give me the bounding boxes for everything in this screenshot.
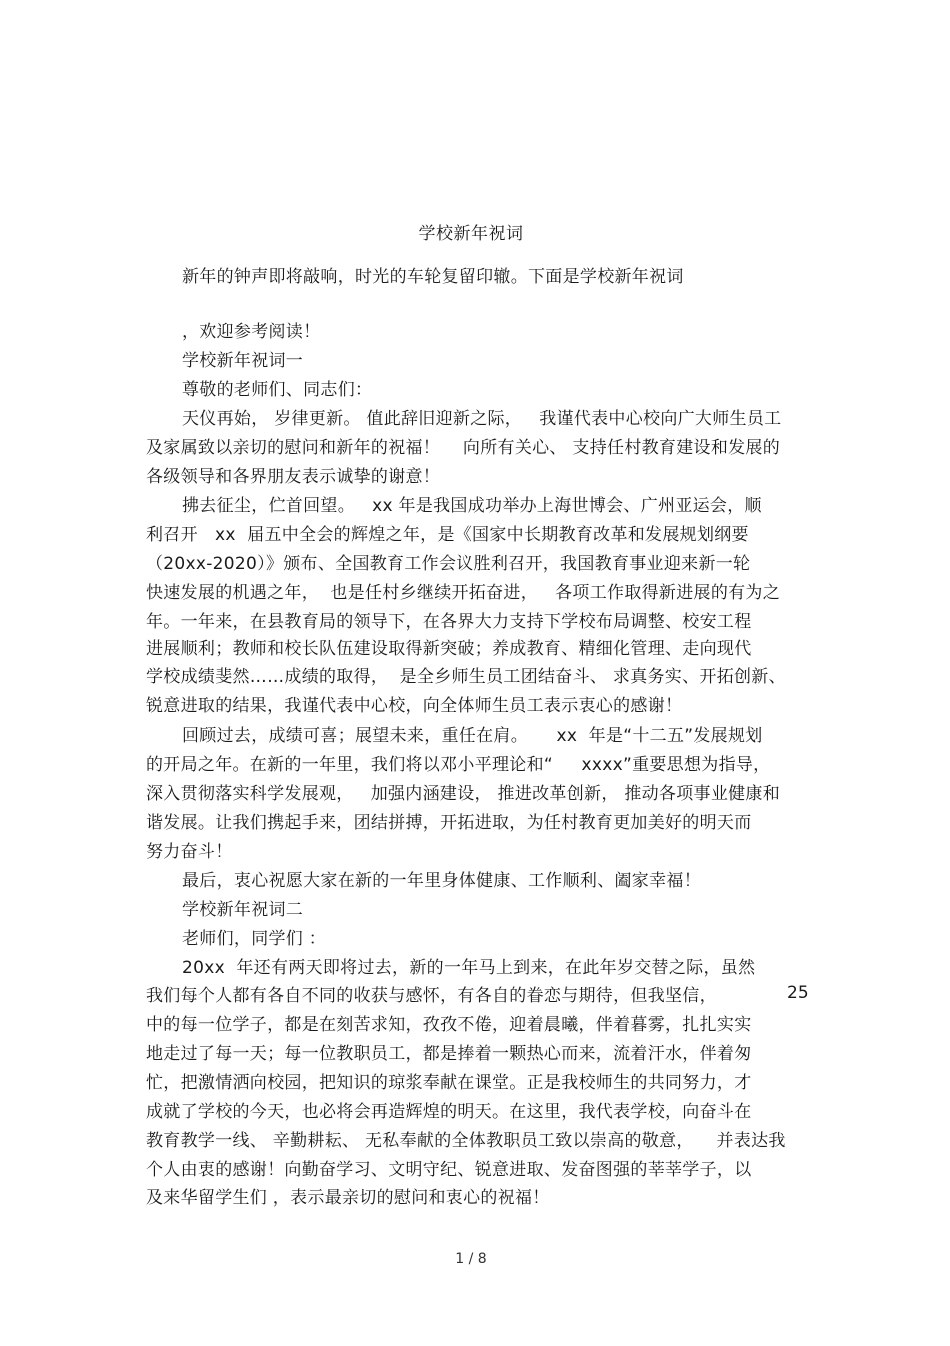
text-line: 进展顺利；教师和校长队伍建设取得新突破；养成教育、精细化管理、走向现代: [146, 639, 752, 659]
text-line: 努力奋斗！: [146, 842, 233, 862]
text-line: 快速发展的机遇之年， 也是任村乡继续开拓奋进， 各项工作取得新进展的有为之: [146, 583, 781, 603]
text-line: 及来华留学生们 ，表示最亲切的慰问和衷心的祝福！: [146, 1188, 550, 1208]
side-number: 25: [787, 983, 809, 1003]
document-title: 学校新年祝词: [418, 224, 524, 244]
text-line: 各级领导和各界朋友表示诚挚的谢意！: [146, 467, 441, 487]
page-indicator: 1 / 8: [455, 1251, 487, 1267]
section-heading: 学校新年祝词二: [182, 900, 304, 920]
text-line: 锐意进取的结果，我谨代表中心校，向全体师生员工表示衷心的感谢！: [146, 696, 683, 716]
text-line: 新年的钟声即将敲响，时光的车轮复留印辙。下面是学校新年祝词: [182, 267, 684, 287]
text-line: 天仪再始， 岁律更新。 值此辞旧迎新之际， 我谨代表中心校向广大师生员工: [182, 409, 782, 429]
salutation: 尊敬的老师们、同志们：: [182, 380, 373, 400]
text-line: 20xx 年还有两天即将过去，新的一年马上到来，在此年岁交替之际，虽然: [182, 958, 756, 978]
text-line: 深入贯彻落实科学发展观， 加强内涵建设， 推进改革创新， 推动各项事业健康和: [146, 784, 781, 804]
text-line: 教育教学一线、 辛勤耕耘、 无私奉献的全体教职员工致以崇高的敬意， 并表达我: [146, 1131, 786, 1151]
salutation: 老师们，同学们 ：: [182, 929, 327, 949]
text-line: 拂去征尘，伫首回望。 xx 年是我国成功举办上海世博会、广州亚运会，顺: [182, 496, 762, 516]
text-line: 中的每一位学子，都是在刻苦求知，孜孜不倦，迎着晨曦，伴着暮雾，扎扎实实: [146, 1015, 752, 1035]
text-line: 及家属致以亲切的慰问和新年的祝福！ 向所有关心、 支持任村教育建设和发展的: [146, 438, 781, 458]
text-line: 我们每个人都有各自不同的收获与感怀，有各自的眷恋与期待，但我坚信，: [146, 986, 717, 1006]
text-line: （20xx-2020）》颁布、全国教育工作会议胜利召开，我国教育事业迎来新一轮: [146, 554, 751, 574]
text-line: 最后，衷心祝愿大家在新的一年里身体健康、工作顺利、阖家幸福！: [182, 871, 701, 891]
text-line: 学校成绩斐然……成绩的取得， 是全乡师生员工团结奋斗、 求真务实、开拓创新、: [146, 667, 786, 687]
text-line: 地走过了每一天；每一位教职员工，都是捧着一颗热心而来，流着汗水，伴着匆: [146, 1044, 752, 1064]
section-heading: 学校新年祝词一: [182, 351, 304, 371]
text-line: 个人由衷的感谢！向勤奋学习、文明守纪、锐意进取、发奋图强的莘莘学子，以: [146, 1160, 752, 1180]
text-line: ，欢迎参考阅读！: [182, 322, 321, 342]
text-line: 忙，把激情洒向校园，把知识的琼浆奉献在课堂。正是我校师生的共同努力，才: [146, 1073, 752, 1093]
text-line: 的开局之年。在新的一年里，我们将以邓小平理论和“ xxxx”重要思想为指导，: [146, 755, 771, 775]
text-line: 利召开 xx 届五中全会的辉煌之年，是《国家中长期教育改革和发展规划纲要: [146, 525, 749, 545]
text-line: 谐发展。让我们携起手来，团结拼搏，开拓进取，为任村教育更加美好的明天而: [146, 813, 752, 833]
text-line: 年。一年来，在县教育局的领导下，在各界大力支持下学校布局调整、校安工程: [146, 612, 752, 632]
text-line: 成就了学校的今天，也必将会再造辉煌的明天。在这里，我代表学校，向奋斗在: [146, 1102, 752, 1122]
text-line: 回顾过去，成绩可喜；展望未来，重任在肩。 xx 年是“十二五”发展规划: [182, 726, 763, 746]
